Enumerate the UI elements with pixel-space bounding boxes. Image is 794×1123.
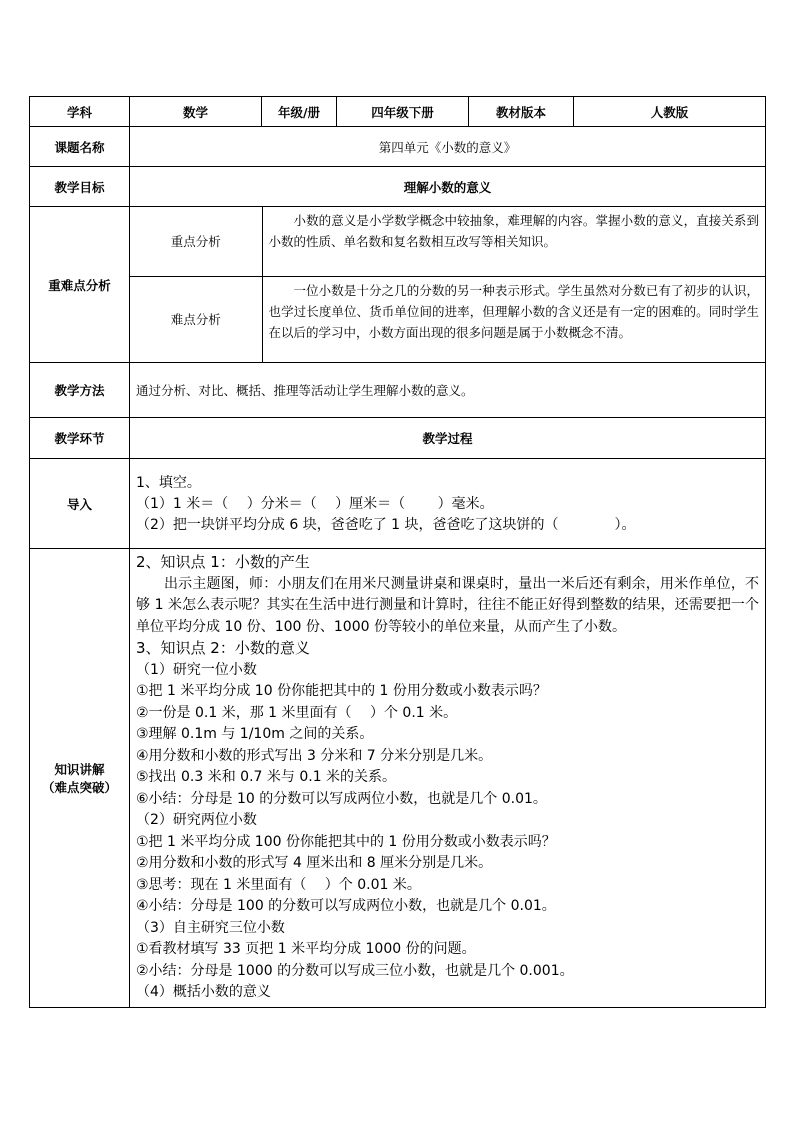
knowledge-line: ②小结：分母是 1000 的分数可以写成三位小数，也就是几个 0.001。	[136, 962, 574, 979]
goal-label: 教学目标	[30, 167, 130, 207]
point1-paragraph: 出示主题图，师：小朋友们在用米尺测量讲桌和课桌时，量出一米后还有剩余，用米作单位，不够 1 米怎么表示呢？其实在生活中进行测量和计算时，往往不能正好得到整数的结果，还需要把一个单位平均分成 10 份、100 份、1000 份等较小的单位来量，从而产生了小数。	[136, 575, 759, 635]
knowledge-line: ②一份是 0.1 米，那 1 米里面有（ ）个 0.1 米。	[136, 704, 458, 721]
subject-value: 数学	[130, 97, 262, 127]
knowledge-line: ①把 1 米平均分成 100 份你能把其中的 1 份用分数或小数表示吗？	[136, 833, 556, 850]
knowledge-line: ⑥小结：分母是 10 的分数可以写成两位小数，也就是几个 0.01。	[136, 790, 547, 807]
knowledge-line: ③思考：现在 1 米里面有（ ）个 0.01 米。	[136, 876, 421, 893]
method-label: 教学方法	[30, 363, 130, 418]
knowledge-line: ①看教材填写 33 页把 1 米平均分成 1000 份的问题。	[136, 941, 476, 957]
knowledge-sublabel: （难点突破）	[41, 779, 117, 795]
lesson-title: 第四单元《小数的意义》	[130, 127, 766, 167]
point2-title: 3、知识点 2：小数的意义	[136, 639, 310, 657]
lesson-row	[30, 127, 766, 167]
intro-row	[30, 459, 766, 549]
intro-line: 1、填空。	[136, 475, 201, 491]
process-label: 教学环节	[30, 418, 130, 459]
header-row	[30, 97, 766, 127]
key-analysis-label: 重点分析	[130, 207, 262, 276]
knowledge-label: 知识讲解	[54, 761, 105, 777]
knowledge-line: ②用分数和小数的形式写 4 厘米出和 8 厘米分别是几米。	[136, 855, 493, 871]
hard-analysis-text: 一位小数是十分之几的分数的另一种表示形式。学生虽然对分数已有了初步的认识，也学过长度单位、货币单位间的进率，但理解小数的含义还是有一定的困难的。同时学生在以后的学习中，小数方面出现的很多问题是属于小数概念不清。	[268, 282, 759, 340]
subject-label: 学科	[30, 97, 130, 127]
intro-line: （1）1 米＝（ ）分米＝（ ）厘米＝（ ）毫米。	[136, 496, 494, 512]
knowledge-line: （2）研究两位小数	[136, 812, 257, 828]
knowledge-line: ③理解 0.1m 与 1/10m 之间的关系。	[136, 726, 374, 742]
knowledge-line: （4）概括小数的意义	[136, 984, 271, 1000]
method-row	[30, 363, 766, 418]
goal-value: 理解小数的意义	[130, 167, 766, 207]
edition-value: 人教版	[574, 97, 766, 127]
grade-label: 年级/册	[262, 97, 337, 127]
knowledge-line: （1）研究一位小数	[136, 661, 257, 678]
edition-label: 教材版本	[469, 97, 574, 127]
analysis-label: 重难点分析	[30, 207, 130, 363]
knowledge-line: ④用分数和小数的形式写出 3 分米和 7 分米分别是几米。	[136, 747, 493, 764]
process-header-row	[30, 418, 766, 459]
knowledge-line: ⑤找出 0.3 米和 0.7 米与 0.1 米的关系。	[136, 769, 397, 785]
intro-label: 导入	[30, 459, 130, 549]
lesson-label: 课题名称	[30, 127, 130, 167]
intro-line: （2）把一块饼平均分成 6 块，爸爸吃了 1 块，爸爸吃了这块饼的（ ）。	[136, 517, 636, 533]
knowledge-line: （3）自主研究三位小数	[136, 919, 285, 936]
method-value: 通过分析、对比、概括、推理等活动让学生理解小数的意义。	[130, 363, 766, 418]
process-title: 教学过程	[130, 418, 766, 459]
knowledge-line: ④小结：分母是 100 的分数可以写成两位小数，也就是几个 0.01。	[136, 898, 556, 914]
grade-value: 四年级下册	[337, 97, 469, 127]
goal-row	[30, 167, 766, 207]
point1-title: 2、知识点 1：小数的产生	[136, 553, 310, 571]
hard-analysis-label: 难点分析	[130, 276, 262, 362]
knowledge-row	[30, 549, 766, 1008]
knowledge-line: ①把 1 米平均分成 10 份你能把其中的 1 份用分数或小数表示吗？	[136, 683, 547, 699]
analysis-row	[30, 207, 766, 363]
lesson-plan-table	[29, 96, 766, 1008]
key-analysis-text: 小数的意义是小学数学概念中较抽象，难理解的内容。掌握小数的意义，直接关系到小数的性质、单名数和复名数相互改写等相关知识。	[268, 213, 759, 249]
analysis-inner-table	[130, 207, 765, 362]
